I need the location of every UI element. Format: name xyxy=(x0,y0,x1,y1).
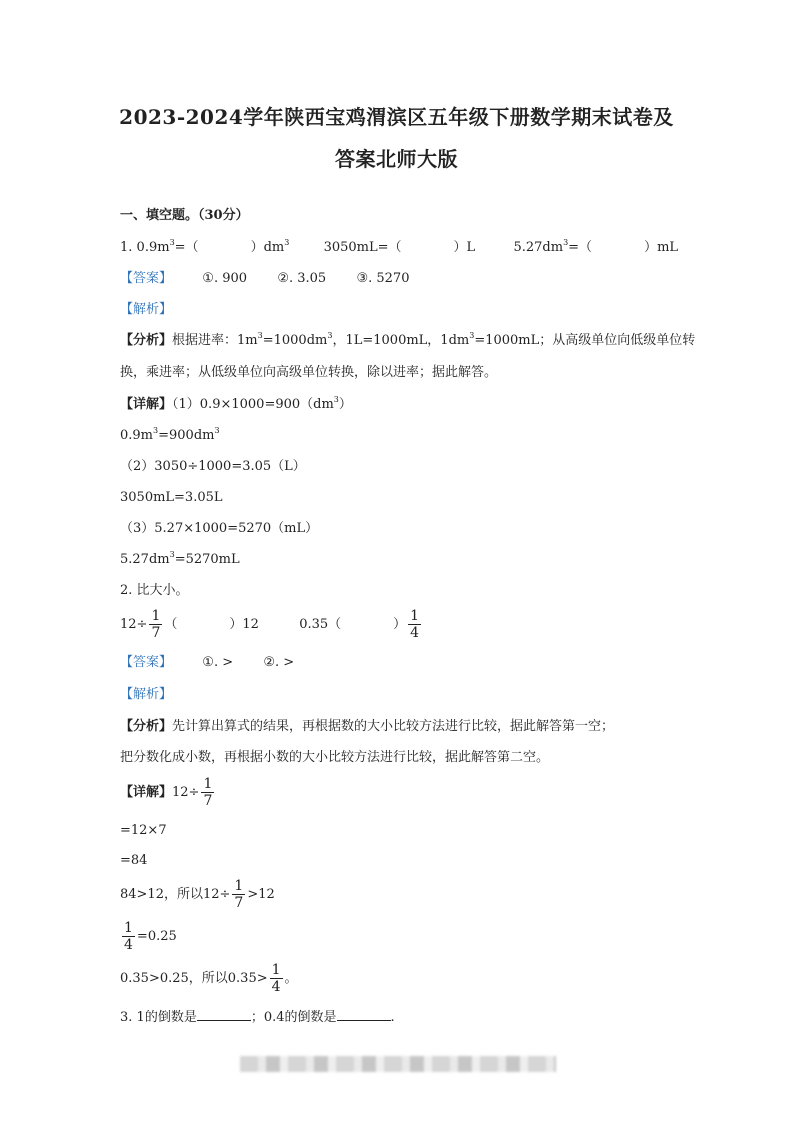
question-2 xyxy=(120,582,189,600)
q2-detail-line-3: =84 xyxy=(120,853,148,868)
section-heading: 一、填空题。（30分） xyxy=(120,208,249,223)
q1-part-b: 3050mL=（ ）L xyxy=(323,240,476,255)
answer-tag: 【答案】 xyxy=(120,271,173,286)
q1-detail-line-1: 【详解】$(1)0.9\times 1000=900(dm^3)$ xyxy=(120,395,352,412)
q2-detail-line-5: $\frac{1}{4}$ =0.25 xyxy=(124,920,177,953)
fraction-1-4: $\frac{1}{4}$ xyxy=(124,920,133,953)
q2-detail-line-4: 84>12，所以12÷ $\frac{1}{7}$ >12 xyxy=(120,878,275,911)
fraction-1-7: $\frac{1}{7}$ xyxy=(151,608,161,641)
answer-blank xyxy=(197,1008,251,1021)
fraction-1-7: $\frac{1}{7}$ xyxy=(234,878,244,911)
answer-item: ③. 5270 xyxy=(356,271,410,286)
analysis-tag: 【解析】 xyxy=(120,687,173,702)
q1-detail-line-6: $5.27dm^3=5270mL$ xyxy=(120,550,240,567)
fraction-1-4: $\frac{1}{4}$ xyxy=(271,962,281,995)
fraction-1-4: $\frac{1}{4}$ xyxy=(410,608,420,641)
answer-item: ①. 900 xyxy=(202,271,248,286)
question-number: 2. xyxy=(120,583,133,598)
answer-blank xyxy=(337,1008,391,1021)
q1-fenxi-line-1: 【分析】根据进率：$1m^3=1000dm^3$，1L=1000mL，$1dm^3=1000mL$；从高级单位向低级单位转 xyxy=(120,331,696,348)
analysis-tag: 【解析】 xyxy=(120,302,173,317)
q1-part-a: $0.9m^3=$（ ）$dm^3$ xyxy=(136,238,290,255)
q1-part-c: $5.27dm^3=$（ ）mL xyxy=(513,238,679,255)
question-1 xyxy=(120,239,678,257)
q1-fenxi-line-2: 换，乘进率；从低级单位向高级单位转换，除以进率；据此解答。 xyxy=(120,365,498,380)
answer-item: ②. > xyxy=(263,655,295,670)
answer-tag: 【答案】 xyxy=(120,655,173,670)
q1-detail-line-3: （2）3050÷1000=3.05（L） xyxy=(120,459,306,474)
q2-answer xyxy=(120,654,294,672)
question-number: 3. xyxy=(120,1010,133,1025)
answer-item: ②. 3.05 xyxy=(277,271,327,286)
q1-answer xyxy=(120,270,409,288)
q1-detail-line-4: 3050mL=3.05L xyxy=(120,490,223,505)
q1-detail-line-2: $0.9m^3=900dm^3$ xyxy=(120,426,220,443)
blurred-watermark xyxy=(240,1056,556,1072)
q2-fenxi-line-1: 【分析】先计算出算式的结果，再根据数的大小比较方法进行比较，据此解答第一空； xyxy=(120,719,615,734)
question-number: 1. xyxy=(120,240,133,255)
document-title-line-1: 2023-2024学年陕西宝鸡渭滨区五年级下册数学期末试卷及 xyxy=(119,105,674,129)
q2-detail-line-2: =12×7 xyxy=(120,823,167,838)
q2-fenxi-line-2: 把分数化成小数，再根据小数的大小比较方法进行比较，据此解答第二空。 xyxy=(120,750,550,765)
answer-item: ①. > xyxy=(202,655,234,670)
q2-detail-line-6: 0.35>0.25，所以0.35> $\frac{1}{4}$ 。 xyxy=(120,962,298,995)
document-title-line-2: 答案北师大版 xyxy=(335,147,458,171)
q1-detail-line-5: （3）5.27×1000=5270（mL） xyxy=(120,521,319,536)
q2-detail-line-1: 【详解】12÷ $\frac{1}{7}$ xyxy=(120,776,213,809)
question-3: 3. 1的倒数是 ；0.4的倒数是 . xyxy=(120,1010,395,1025)
fraction-1-7: $\frac{1}{7}$ xyxy=(203,776,213,809)
q2-problem: 12÷ $\frac{1}{7}$ （ ）12 0.35（ ） $\frac{1}{4}$ xyxy=(120,608,420,641)
question-text: 比大小。 xyxy=(136,583,189,598)
